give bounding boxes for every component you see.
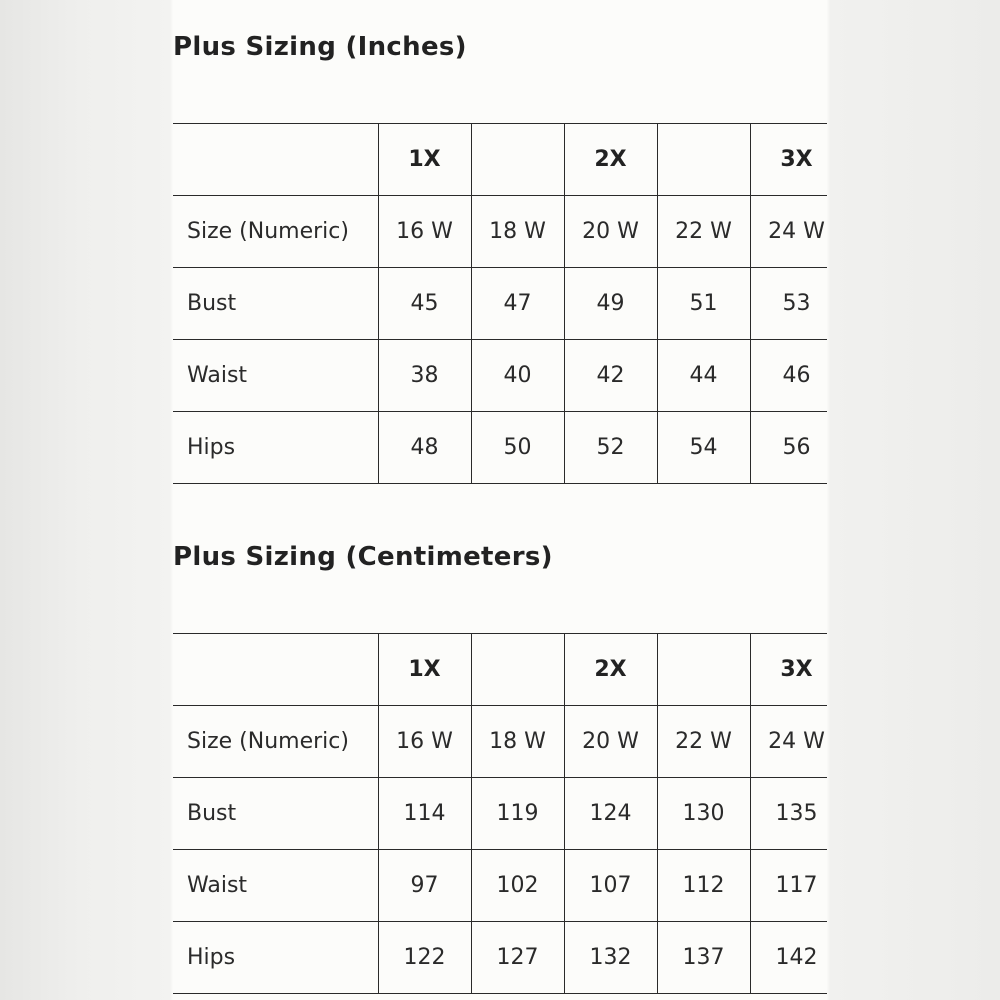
table-cell: 130 [657,778,750,850]
table-cell: 24 W [750,196,827,268]
table-row [173,922,827,994]
header-cell [471,124,564,196]
table-header-row [173,124,827,196]
table-cell: 53 [750,268,827,340]
table-cell: 117 [750,850,827,922]
centimeters-table-title: Plus Sizing (Centimeters) [173,542,553,572]
table-cell: 20 W [564,706,657,778]
table-cell: 22 W [657,706,750,778]
header-cell [657,124,750,196]
table-row [173,340,827,412]
header-cell [173,634,378,706]
header-cell-1x: 1X [378,634,471,706]
table-row [173,706,827,778]
table-row [173,412,827,484]
header-cell [657,634,750,706]
table-cell: 40 [471,340,564,412]
table-cell: 51 [657,268,750,340]
table-cell: 135 [750,778,827,850]
row-label-size-numeric: Size (Numeric) [173,196,378,268]
table-cell: 142 [750,922,827,994]
table-cell: 137 [657,922,750,994]
table-cell: 102 [471,850,564,922]
table-header-row [173,634,827,706]
header-cell [471,634,564,706]
table-cell: 16 W [378,196,471,268]
table-cell: 42 [564,340,657,412]
table-cell: 18 W [471,196,564,268]
table-cell: 132 [564,922,657,994]
table-cell: 107 [564,850,657,922]
inches-table-title: Plus Sizing (Inches) [173,32,467,62]
row-label-hips: Hips [173,922,378,994]
table-cell: 38 [378,340,471,412]
table-row [173,850,827,922]
table-row [173,778,827,850]
header-cell-3x: 3X [750,634,827,706]
row-label-waist: Waist [173,340,378,412]
inches-size-table [173,123,827,484]
table-cell: 56 [750,412,827,484]
table-cell: 46 [750,340,827,412]
table-cell: 114 [378,778,471,850]
row-label-bust: Bust [173,778,378,850]
table-cell: 52 [564,412,657,484]
row-label-hips: Hips [173,412,378,484]
table-cell: 54 [657,412,750,484]
centimeters-size-table [173,633,827,994]
row-label-bust: Bust [173,268,378,340]
table-cell: 47 [471,268,564,340]
table-row [173,196,827,268]
table-cell: 112 [657,850,750,922]
header-cell-2x: 2X [564,634,657,706]
header-cell-2x: 2X [564,124,657,196]
table-cell: 48 [378,412,471,484]
table-cell: 16 W [378,706,471,778]
table-cell: 124 [564,778,657,850]
row-label-size-numeric: Size (Numeric) [173,706,378,778]
table-cell: 24 W [750,706,827,778]
row-label-waist: Waist [173,850,378,922]
table-cell: 97 [378,850,471,922]
table-cell: 122 [378,922,471,994]
table-cell: 22 W [657,196,750,268]
table-cell: 119 [471,778,564,850]
table-cell: 49 [564,268,657,340]
table-cell: 18 W [471,706,564,778]
header-cell-3x: 3X [750,124,827,196]
header-cell [173,124,378,196]
table-cell: 44 [657,340,750,412]
table-cell: 20 W [564,196,657,268]
table-cell: 50 [471,412,564,484]
table-cell: 45 [378,268,471,340]
table-row [173,268,827,340]
header-cell-1x: 1X [378,124,471,196]
size-chart-sheet [173,0,827,1000]
table-cell: 127 [471,922,564,994]
